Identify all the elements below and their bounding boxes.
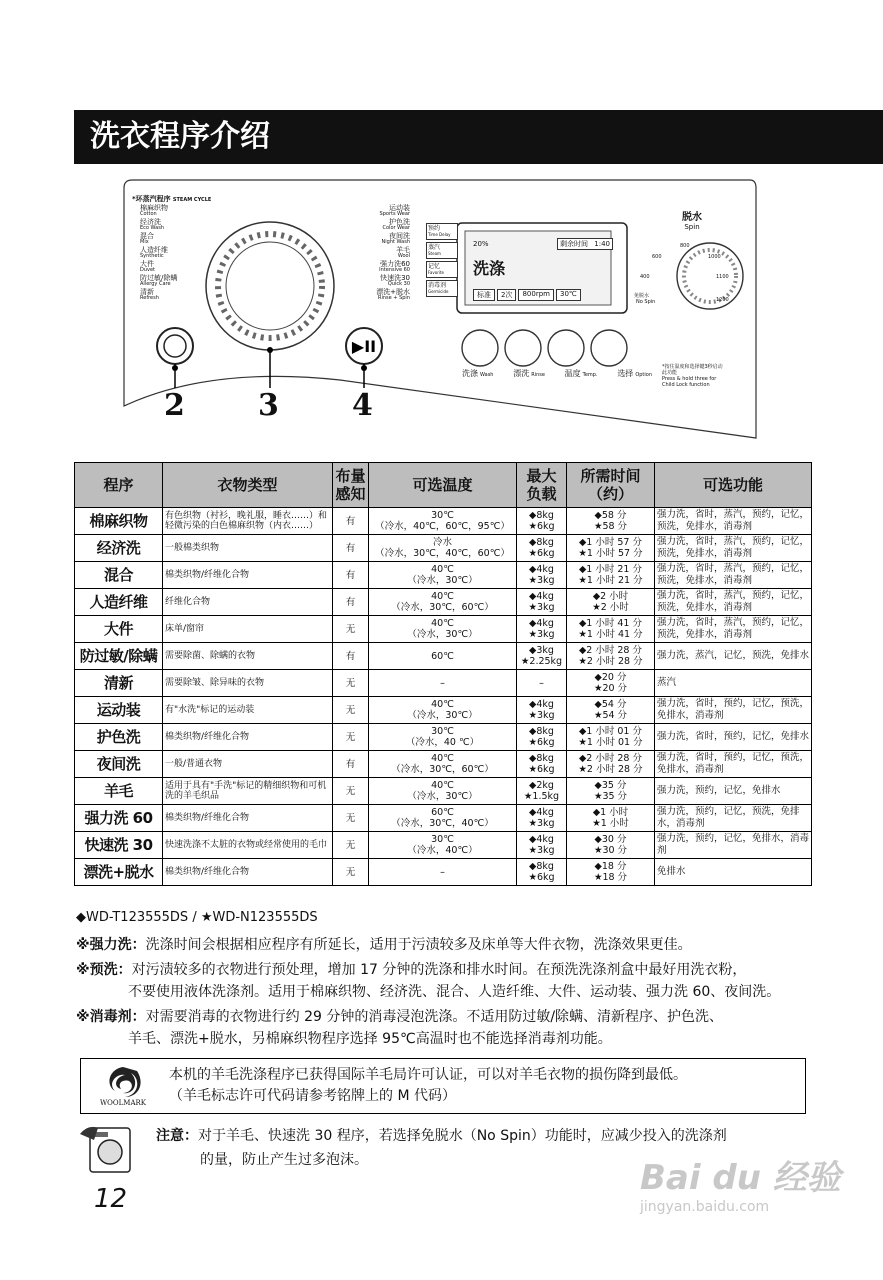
cell-sense: 无 (333, 778, 369, 805)
cell-load: ◆4kg ★3kg (517, 616, 567, 643)
cell-temp: 30℃ （冷水，40 ℃） (369, 724, 517, 751)
cell-opt: 强力洗，省时，预约，记忆，预洗，免排水，消毒剂 (655, 751, 812, 778)
dial-program-cn: 棉麻织物 (140, 204, 168, 212)
cell-load: ◆4kg ★3kg (517, 589, 567, 616)
dial-program-cn: 防过敏/除螨 (140, 274, 178, 282)
cell-temp: 40℃ （冷水，30℃） (369, 562, 517, 589)
table-header-cell: 衣物类型 (163, 463, 333, 508)
callout-3: 3 (258, 388, 279, 423)
cell-time: ◆1 小时 21 分 ★1 小时 21 分 (567, 562, 655, 589)
cell-opt: 强力洗，省时，蒸汽，预约，记忆，预洗，免排水，消毒剂 (655, 562, 812, 589)
cell-temp: 40℃ （冷水，30℃，60℃） (369, 751, 517, 778)
side-button[interactable] (426, 223, 458, 240)
cell-name: 护色洗 (75, 724, 163, 751)
side-button-en: Favorite (428, 270, 444, 275)
side-button-en: Germicide (428, 289, 449, 294)
display-rinse: 2次 (497, 289, 516, 301)
bottom-button-cn: 漂洗 (513, 369, 530, 378)
dial-program-en: Color Wear (382, 225, 410, 231)
table-header-row (75, 463, 812, 508)
woolmark-line2: （羊毛标志许可代码请参考铭牌上的 M 代码） (169, 1088, 456, 1104)
cell-time: ◆2 小时 28 分 ★2 小时 28 分 (567, 751, 655, 778)
caution-line2: 的量，防止产生过多泡沫。 (200, 1152, 368, 1168)
cell-temp: 60℃ （冷水，30℃，40℃） (369, 805, 517, 832)
cell-type: 一般棉类织物 (163, 535, 333, 562)
dial-program-right (346, 233, 410, 245)
table-row (75, 589, 812, 616)
cell-time: ◆18 分 ★18 分 (567, 859, 655, 886)
table-row (75, 751, 812, 778)
dial-program-cn: 夜间洗 (389, 232, 410, 240)
callout-4: 4 (352, 388, 373, 423)
cell-type: 棉类织物/纤维化合物 (163, 805, 333, 832)
cell-opt: 强力洗，预约，记忆，免排水 (655, 778, 812, 805)
woolmark-logo-text: WOOLMARK (99, 1099, 147, 1107)
cell-load: ◆2kg ★1.5kg (517, 778, 567, 805)
watermark-url: jingyan.baidu.com (640, 1199, 770, 1215)
washing-machine-icon (78, 1120, 140, 1176)
cell-type: 棉类织物/纤维化合物 (163, 859, 333, 886)
spin-no-spin-en: No Spin (636, 299, 656, 305)
baidu-watermark (640, 1150, 841, 1215)
dial-program-en: Allergy Care (140, 281, 171, 287)
cell-load: ◆4kg ★3kg (517, 697, 567, 724)
dial-program-en: Eco Wash (140, 225, 165, 231)
progress-percent: 20% (473, 240, 489, 248)
cell-opt: 强力洗，预约，记忆，免排水，消毒剂 (655, 832, 812, 859)
svg-text:▶II: ▶II (351, 337, 377, 356)
bottom-button-en: Wash (480, 372, 494, 378)
dial-program-en: Duvet (140, 267, 156, 273)
spin-title-en: Spin (684, 223, 700, 231)
spin-800: 800 (680, 243, 690, 249)
dial-program-cn: 混合 (140, 232, 154, 240)
side-button-cn: 预约 (428, 225, 441, 232)
cell-temp: 40℃ （冷水，30℃） (369, 697, 517, 724)
cell-load: ◆3kg ★2.25kg (517, 643, 567, 670)
side-button-cn: 消毒剂 (428, 282, 447, 289)
side-button-en: Steam (428, 251, 441, 256)
spin-600: 600 (652, 254, 662, 260)
dial-program-right (346, 289, 410, 301)
cell-time: ◆1 小时 ★1 小时 (567, 805, 655, 832)
note-line (76, 1006, 876, 1028)
cell-type: 棉类织物/纤维化合物 (163, 562, 333, 589)
cell-name: 大件 (75, 616, 163, 643)
dial-program-left (140, 247, 220, 259)
display-spin: 800rpm (518, 289, 554, 301)
steam-cycle-en: STEAM CYCLE (172, 197, 212, 203)
dial-program-en: Wool (397, 253, 410, 259)
child-lock-hint-en: Press & hold three for Child Lock function (662, 376, 717, 388)
dial-program-cn: 人造纤维 (140, 246, 168, 254)
cell-temp: 40℃ （冷水，30℃） (369, 778, 517, 805)
cell-sense: 无 (333, 616, 369, 643)
cell-time: ◆2 小时 28 分 ★2 小时 28 分 (567, 643, 655, 670)
spin-no-spin: 免脱水 (634, 293, 650, 299)
spin-1100: 1100 (716, 274, 729, 280)
cell-name: 强力洗 60 (75, 805, 163, 832)
bottom-button-labels (462, 368, 652, 379)
spin-400: 400 (640, 274, 650, 280)
cell-name: 清新 (75, 670, 163, 697)
note-text: 洗涤时间会根据相应程序有所延长，适用于污渍较多及床单等大件衣物，洗涤效果更佳。 (145, 937, 692, 953)
side-button[interactable] (426, 280, 458, 297)
woolmark-box (80, 1058, 806, 1114)
cell-name: 人造纤维 (75, 589, 163, 616)
table-row (75, 508, 812, 535)
side-button-cn: 记忆 (428, 263, 441, 270)
cell-sense: 无 (333, 832, 369, 859)
table-header-cell: 布量 感知 (333, 463, 369, 508)
cell-sense: 无 (333, 697, 369, 724)
caution-line1: 对于羊毛、快速洗 30 程序，若选择免脱水（No Spin）功能时，应减少投入的洗涤剂 (198, 1128, 727, 1144)
cell-load: ◆8kg ★6kg (517, 508, 567, 535)
bottom-button-en: Option (635, 372, 652, 378)
cell-sense: 有 (333, 508, 369, 535)
table-row (75, 562, 812, 589)
cell-temp: 60℃ (369, 643, 517, 670)
cell-temp: – (369, 859, 517, 886)
table-body (75, 508, 812, 886)
dial-program-cn: 护色洗 (389, 218, 410, 226)
bottom-button-en: Rinse (531, 372, 545, 378)
cell-time: ◆1 小时 01 分 ★1 小时 01 分 (567, 724, 655, 751)
cell-opt: 强力洗，省时，蒸汽，预约，记忆，预洗，免排水，消毒剂 (655, 508, 812, 535)
dial-program-cn: 强力洗60 (380, 260, 410, 268)
dial-program-en: Rinse + Spin (378, 295, 410, 301)
dial-program-en: Intensive 60 (379, 267, 410, 273)
cell-sense: 有 (333, 643, 369, 670)
note-line (76, 934, 876, 956)
table-row (75, 859, 812, 886)
table-row (75, 832, 812, 859)
cell-sense: 无 (333, 670, 369, 697)
cell-load: ◆4kg ★3kg (517, 832, 567, 859)
steam-cycle-label: *环蒸汽程序 (132, 195, 171, 203)
bottom-button-label (462, 368, 493, 379)
table-row (75, 643, 812, 670)
table-row (75, 535, 812, 562)
table-header-cell: 最大 负载 (517, 463, 567, 508)
note-text-cont: 羊毛、漂洗+脱水，另棉麻织物程序选择 95℃高温时也不能选择消毒剂功能。 (128, 1031, 612, 1047)
cell-sense: 有 (333, 589, 369, 616)
side-button-column (426, 223, 458, 299)
left-program-list (140, 205, 220, 303)
note-line (76, 959, 876, 981)
cell-opt: 强力洗，预约，记忆，预洗，免排水，消毒剂 (655, 805, 812, 832)
dial-program-left (140, 275, 220, 287)
side-button-en: Time Delay (428, 232, 451, 237)
cell-opt: 强力洗，省时，预约，记忆，预洗，免排水，消毒剂 (655, 697, 812, 724)
remain-time: 1:40 (594, 240, 610, 248)
cell-opt: 强力洗，省时，预约，记忆，免排水 (655, 724, 812, 751)
bottom-button-cn: 选择 (617, 369, 634, 378)
bottom-button-cn: 温度 (564, 369, 581, 378)
cell-type: 适用于具有"手洗"标记的精细织物和可机洗的羊毛织品 (163, 778, 333, 805)
dial-program-en: Mix (140, 239, 149, 245)
cell-load: ◆8kg ★6kg (517, 535, 567, 562)
page-title: 洗衣程序介绍 (74, 110, 883, 164)
cell-time: ◆35 分 ★35 分 (567, 778, 655, 805)
cell-sense: 有 (333, 562, 369, 589)
cell-type: 有色织物（衬衫，晚礼服，睡衣……）和轻微污染的白色棉麻织物（内衣……） (163, 508, 333, 535)
dial-program-left (140, 289, 220, 301)
spin-1200: 1200 (716, 297, 729, 303)
caution-label: 注意： (156, 1128, 198, 1144)
cell-time: ◆54 分 ★54 分 (567, 697, 655, 724)
woolmark-line1: 本机的羊毛洗涤程序已获得国际羊毛局许可认证，可以对羊毛衣物的损伤降到最低。 (169, 1067, 687, 1083)
dial-program-cn: 经济洗 (140, 218, 161, 226)
cell-load: ◆4kg ★3kg (517, 562, 567, 589)
cell-temp: 30℃ （冷水，40℃） (369, 832, 517, 859)
dial-program-left (140, 219, 220, 231)
bottom-button-label (513, 368, 545, 379)
table-row (75, 697, 812, 724)
display-temp: 30℃ (556, 289, 581, 301)
cell-time: ◆1 小时 41 分 ★1 小时 41 分 (567, 616, 655, 643)
bottom-button-en: Temp. (582, 372, 598, 378)
watermark-brand: Bai du 经验 (640, 1158, 841, 1198)
dial-program-right (346, 261, 410, 273)
bottom-button-cn: 洗涤 (462, 369, 478, 378)
cell-name: 棉麻织物 (75, 508, 163, 535)
cell-load: – (517, 670, 567, 697)
cell-sense: 有 (333, 751, 369, 778)
cell-temp: 30℃ （冷水，40℃，60℃，95℃） (369, 508, 517, 535)
dial-program-cn: 大件 (140, 260, 154, 268)
display-wash: 标准 (473, 289, 495, 301)
cell-opt: 免排水 (655, 859, 812, 886)
cell-load: ◆8kg ★6kg (517, 751, 567, 778)
cell-temp: 冷水 （冷水，30℃，40℃，60℃） (369, 535, 517, 562)
cell-sense: 无 (333, 859, 369, 886)
note-item (76, 959, 876, 1003)
cell-load: ◆8kg ★6kg (517, 724, 567, 751)
bottom-button-label (617, 368, 652, 379)
cell-name: 防过敏/除螨 (75, 643, 163, 670)
dial-program-left (140, 261, 220, 273)
cell-opt: 强力洗，省时，蒸汽，预约，记忆，预洗，免排水，消毒剂 (655, 589, 812, 616)
cell-sense: 无 (333, 805, 369, 832)
dial-program-right (346, 219, 410, 231)
dial-program-cn: 运动装 (389, 204, 410, 212)
cell-type: 床单/窗帘 (163, 616, 333, 643)
cell-temp: 40℃ （冷水，30℃） (369, 616, 517, 643)
note-text: 对需要消毒的衣物进行约 29 分钟的消毒浸泡洗涤。不适用防过敏/除螨、清新程序、护色洗、 (145, 1009, 724, 1025)
table-header-cell: 程序 (75, 463, 163, 508)
side-button[interactable] (426, 261, 458, 278)
dial-program-cn: 漂洗+脱水 (376, 288, 410, 296)
cell-type: 需要除菌、除螨的衣物 (163, 643, 333, 670)
cell-name: 羊毛 (75, 778, 163, 805)
dial-program-cn: 羊毛 (396, 246, 410, 254)
display-mode: 洗涤 (473, 259, 506, 278)
note-item (76, 1006, 876, 1050)
cell-sense: 无 (333, 724, 369, 751)
table-header-cell: 可选温度 (369, 463, 517, 508)
table-header-cell: 可选功能 (655, 463, 812, 508)
side-button-cn: 蒸汽 (428, 244, 441, 251)
note-label: ※预洗： (76, 962, 132, 978)
note-label: ※强力洗： (76, 937, 146, 953)
cell-load: ◆4kg ★3kg (517, 805, 567, 832)
cell-type: 纤维化合物 (163, 589, 333, 616)
cell-opt: 蒸汽 (655, 670, 812, 697)
cell-name: 经济洗 (75, 535, 163, 562)
dial-program-left (140, 233, 220, 245)
cell-sense: 有 (333, 535, 369, 562)
note-label: ※消毒剂： (76, 1009, 146, 1025)
side-button[interactable] (426, 242, 458, 259)
table-row (75, 778, 812, 805)
program-table (74, 462, 812, 886)
cell-opt: 强力洗，省时，蒸汽，预约，记忆，预洗，免排水，消毒剂 (655, 535, 812, 562)
table-row (75, 670, 812, 697)
note-text: 对污渍较多的衣物进行预处理，增加 17 分钟的洗涤和排水时间。在预洗洗涤剂盒中最好用洗衣粉， (131, 962, 747, 978)
spin-1000: 1000 (708, 254, 721, 260)
cell-time: ◆30 分 ★30 分 (567, 832, 655, 859)
table-header-cell: 所需时间 （约） (567, 463, 655, 508)
dial-program-en: Quick 30 (387, 281, 410, 287)
dial-program-right (346, 205, 410, 217)
dial-program-en: Synthetic (140, 253, 164, 259)
cell-load: ◆8kg ★6kg (517, 859, 567, 886)
model-numbers: ◆WD-T123555DS / ★WD-N123555DS (76, 910, 318, 925)
cell-name: 运动装 (75, 697, 163, 724)
display-screen (473, 238, 613, 301)
dial-program-en: Sports Wear (379, 211, 410, 217)
cell-type: 快速洗涤不太脏的衣物或经常使用的毛巾 (163, 832, 333, 859)
child-lock-hint: *按住温度和选择键3秒启动此功能 (662, 364, 723, 376)
cell-temp: 40℃ （冷水，30℃，60℃） (369, 589, 517, 616)
cell-time: ◆58 分 ★58 分 (567, 508, 655, 535)
right-program-list (346, 205, 410, 303)
dial-program-right (346, 247, 410, 259)
cell-type: 一般/普通衣物 (163, 751, 333, 778)
cell-type: 有"水洗"标记的运动装 (163, 697, 333, 724)
cell-time: ◆1 小时 57 分 ★1 小时 57 分 (567, 535, 655, 562)
table-row (75, 724, 812, 751)
remain-label: 剩余时间 (560, 240, 589, 248)
spin-title: 脱水 (682, 212, 702, 223)
page-number: 12 (94, 1184, 128, 1214)
dial-program-cn: 快速洗30 (380, 274, 410, 282)
cell-temp: – (369, 670, 517, 697)
dial-program-left (140, 205, 220, 217)
cell-name: 混合 (75, 562, 163, 589)
note-text-cont: 不要使用液体洗涤剂。适用于棉麻织物、经济洗、混合、人造纤维、大件、运动装、强力洗 60、夜间洗。 (128, 984, 781, 1000)
notes-section (76, 934, 876, 1053)
cell-type: 棉类织物/纤维化合物 (163, 724, 333, 751)
table-row (75, 616, 812, 643)
dial-program-en: Cotton (140, 211, 157, 217)
cell-opt: 强力洗，蒸汽，记忆，预洗，免排水 (655, 643, 812, 670)
cell-name: 快速洗 30 (75, 832, 163, 859)
dial-program-cn: 清新 (140, 288, 154, 296)
cell-time: ◆2 小时 ★2 小时 (567, 589, 655, 616)
dial-program-right (346, 275, 410, 287)
cell-name: 夜间洗 (75, 751, 163, 778)
cell-name: 漂洗+脱水 (75, 859, 163, 886)
cell-time: ◆20 分 ★20 分 (567, 670, 655, 697)
dial-program-en: Refresh (140, 295, 159, 301)
dial-program-en: Night Wash (381, 239, 410, 245)
table-row (75, 805, 812, 832)
cell-opt: 强力洗，省时，蒸汽，预约，记忆，预洗，免排水，消毒剂 (655, 616, 812, 643)
cell-type: 需要除皱、除异味的衣物 (163, 670, 333, 697)
callout-2: 2 (164, 388, 185, 423)
bottom-button-label (565, 368, 598, 379)
note-item (76, 934, 876, 956)
